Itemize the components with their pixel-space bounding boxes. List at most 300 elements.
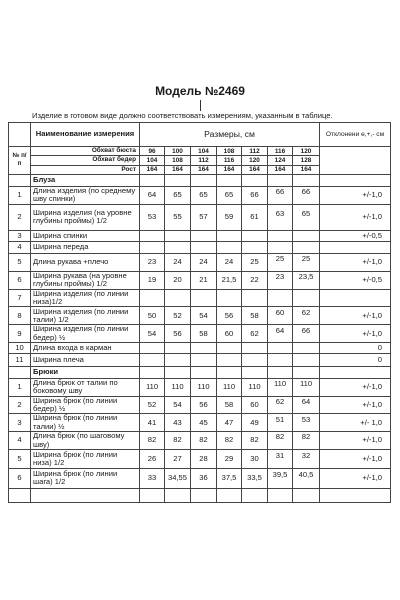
size-value [140,432,165,450]
empty-cell [217,488,242,502]
size-value [191,271,217,289]
measurement-row [9,241,391,253]
size-value-text: 82 [301,432,311,442]
size-value [165,230,191,241]
header-measure-label: Обхват бедер [31,156,140,165]
size-value [268,432,293,450]
size-value-text: 66 [301,187,311,197]
size-value-text: 61 [250,212,259,222]
size-value-text: 53 [147,212,157,222]
size-value-text: 24 [173,257,182,267]
size-value-text: 25 [301,254,311,264]
size-value-text: 20 [173,275,182,285]
size-value [268,414,293,432]
tolerance-value: +/-1,0 [320,468,391,488]
measurement-row [9,343,391,354]
size-value-text: 62 [250,328,259,338]
size-value-text: 40,5 [298,470,314,480]
section-blank-cell [293,174,320,186]
header-size-value: 116 [217,156,242,165]
measurement-name: Длина рукава +плечо [31,253,140,271]
size-value [242,379,268,397]
size-value [293,271,320,289]
size-value [293,253,320,271]
size-value-text: 47 [224,417,234,427]
header-size-value: 164 [191,165,217,174]
measurement-row [9,271,391,289]
size-value [140,289,165,307]
section-num-blank [9,367,31,379]
tolerance-value [320,289,391,307]
measurement-row [9,186,391,204]
size-value [165,379,191,397]
row-number: 1 [9,186,31,204]
size-value-text: 65 [224,190,234,200]
size-value [165,449,191,468]
size-value-text: 52 [173,310,182,320]
tolerance-value [320,241,391,253]
section-blank-cell [191,367,217,379]
size-value-text: 60 [250,399,259,409]
section-header-row [9,174,391,186]
model-title: Модель №2469 [155,84,245,98]
size-value [140,396,165,414]
size-value [191,432,217,450]
size-value-text: 52 [147,399,157,409]
size-value [268,204,293,230]
size-value [217,289,242,307]
tolerance-value: 0 [320,354,391,367]
header-subrow [9,147,391,156]
size-value [140,468,165,488]
size-value-text: 64 [275,325,285,335]
size-value [140,230,165,241]
size-value [242,271,268,289]
size-value [217,379,242,397]
measurement-name: Длина входа в карман [31,343,140,354]
size-value-text: 33 [147,473,157,483]
table-body [9,123,391,503]
header-size-value: 120 [293,147,320,156]
size-value [293,307,320,325]
size-value-text: 34,55 [167,473,187,483]
header-size-value: 116 [268,147,293,156]
size-value [140,354,165,367]
header-tolerance-blank [320,147,391,175]
size-value-text: 66 [275,187,285,197]
size-value-text: 28 [199,453,208,463]
size-value-text: 24 [224,257,234,267]
size-value [268,449,293,468]
size-value [268,230,293,241]
measurement-name: Ширина брюк (по линии бедер) ½ [31,396,140,414]
tolerance-value: +/-1,0 [320,379,391,397]
size-value [293,449,320,468]
row-number: 10 [9,343,31,354]
size-value [191,186,217,204]
empty-cell [268,488,293,502]
size-value-text: 29 [224,453,234,463]
size-value [268,253,293,271]
row-number: 4 [9,432,31,450]
measurement-name: Ширина изделия (по линии бедер) ½ [31,325,140,343]
size-value-text: 51 [275,414,285,424]
size-value [217,414,242,432]
size-value [268,241,293,253]
header-name: Наименование измерения [35,129,135,139]
measurement-name: Длина изделия (по среднему шву спинки) [31,186,140,204]
size-value-text: 54 [147,328,157,338]
size-value-text: 55 [173,212,182,222]
header-size-value: 108 [217,147,242,156]
size-value [268,325,293,343]
size-value-text: 60 [224,328,234,338]
size-value [293,379,320,397]
measurement-name: Длина брюк (по шаговому шву) [31,432,140,450]
measurement-row [9,414,391,432]
size-value-text: 110 [145,382,159,392]
tolerance-value: +/-0,5 [320,230,391,241]
size-value-text: 82 [173,435,182,445]
measurement-row [9,449,391,468]
size-value-text: 65 [199,190,208,200]
section-blank-cell [242,174,268,186]
header-size-value: 112 [242,147,268,156]
size-value [191,468,217,488]
size-value [242,230,268,241]
empty-cell [191,488,217,502]
size-value [242,204,268,230]
section-tol-blank [320,174,391,186]
size-value [191,354,217,367]
measurement-row [9,379,391,397]
size-value-text: 64 [147,190,157,200]
size-value [140,241,165,253]
size-value-text: 110 [197,382,210,392]
size-value [140,449,165,468]
size-value-text: 25 [250,257,259,267]
size-value-text: 62 [275,396,285,406]
size-value-text: 23 [147,257,157,267]
header-size-value: 104 [140,156,165,165]
size-value [217,325,242,343]
size-value [217,307,242,325]
size-value-text: 41 [147,417,157,427]
size-value [217,253,242,271]
size-value-text: 23,5 [298,272,314,282]
measurement-row [9,396,391,414]
size-value [268,468,293,488]
size-value-text: 59 [224,212,234,222]
header-tolerance-cell [320,123,391,147]
size-value [140,325,165,343]
empty-cell [320,488,391,502]
section-tol-blank [320,367,391,379]
size-value [242,186,268,204]
size-value [293,468,320,488]
size-value-text: 110 [273,379,287,389]
empty-cell [293,488,320,502]
section-blank-cell [140,174,165,186]
size-value-text: 43 [173,417,182,427]
section-blank-cell [268,174,293,186]
size-value [165,289,191,307]
size-value [217,271,242,289]
empty-cell [140,488,165,502]
section-blank-cell [293,367,320,379]
tolerance-value: +/-0,5 [320,271,391,289]
size-value-text: 56 [199,399,208,409]
measurement-name: Ширина переда [31,241,140,253]
header-size-value: 96 [140,147,165,156]
size-value-text: 24 [199,257,208,267]
size-value [165,241,191,253]
size-value [293,414,320,432]
size-value-text: 56 [173,328,182,338]
size-value [242,449,268,468]
size-value [268,271,293,289]
header-size-value: 128 [293,156,320,165]
size-value-text: 33,5 [247,473,262,483]
size-value [140,186,165,204]
tolerance-value: +/-1,0 [320,449,391,468]
size-value-text: 37,5 [221,473,237,483]
size-value-text: 45 [199,417,208,427]
size-value [242,307,268,325]
size-value [140,379,165,397]
header-measure-label: Обхват бюста [31,147,140,156]
size-value-text: 56 [224,310,234,320]
section-blank-cell [217,174,242,186]
size-value [217,230,242,241]
size-value-text: 30 [250,453,259,463]
size-value-text: 57 [199,212,208,222]
size-value [242,396,268,414]
size-value [268,343,293,354]
size-value [191,204,217,230]
size-value [165,186,191,204]
size-value-text: 62 [301,307,311,317]
row-number: 3 [9,230,31,241]
size-value [165,468,191,488]
tolerance-value: +/-1,0 [320,186,391,204]
tolerance-value: +/-1,0 [320,432,391,450]
size-value [191,325,217,343]
size-value [165,271,191,289]
size-value-text: 110 [299,379,313,389]
size-value [293,230,320,241]
size-value [191,449,217,468]
header-size-value: 112 [191,156,217,165]
size-value [217,432,242,450]
tolerance-value: 0 [320,343,391,354]
row-number: 9 [9,325,31,343]
measurement-row [9,354,391,367]
measurement-row [9,204,391,230]
header-size-value: 104 [191,147,217,156]
row-number: 6 [9,271,31,289]
size-value [191,307,217,325]
size-value-text: 54 [173,399,182,409]
section-blank-cell [140,367,165,379]
size-value-text: 31 [275,450,285,460]
measurement-name: Ширина изделия (по линии низа)1/2 [31,289,140,307]
row-number: 5 [9,253,31,271]
measurement-name: Ширина брюк (по линии талии) ½ [31,414,140,432]
size-value [191,396,217,414]
row-number: 4 [9,241,31,253]
section-blank-cell [165,174,191,186]
measurement-row [9,289,391,307]
size-value [268,307,293,325]
measurement-name: Ширина спинки [31,230,140,241]
section-blank-cell [268,367,293,379]
size-value [242,241,268,253]
header-size-value: 164 [217,165,242,174]
measurement-table [8,122,391,503]
size-value-text: 110 [248,382,261,392]
row-number: 7 [9,289,31,307]
empty-cell [9,488,31,502]
tolerance-value: +/-1,0 [320,396,391,414]
intro-text: Изделие в готовом виде должно соответствовать измерениям, указанным в таблице. [32,111,333,120]
header-name-cell [31,123,140,147]
size-value-text: 63 [275,209,285,219]
size-value-text: 49 [250,417,259,427]
size-value [191,230,217,241]
size-value [242,468,268,488]
size-value [293,396,320,414]
size-value [165,396,191,414]
measurement-row [9,468,391,488]
measurement-name: Ширина изделия (на уровне глубины проймы) 1/2 [31,204,140,230]
size-value [165,343,191,354]
size-value [165,253,191,271]
size-value [217,396,242,414]
tolerance-value: +/-1,0 [320,325,391,343]
size-value-text: 50 [147,310,157,320]
size-value-text: 65 [301,209,311,219]
row-number: 6 [9,468,31,488]
header-num [9,123,31,147]
size-value [293,432,320,450]
size-value [217,241,242,253]
size-value-text: 64 [301,396,311,406]
size-value-text: 82 [199,435,208,445]
size-value [293,354,320,367]
size-value-text: 21,5 [221,275,237,285]
size-value-text: 53 [301,414,311,424]
size-value [165,354,191,367]
size-value [217,204,242,230]
header-sizes: Размеры, см [204,129,255,140]
size-value [140,343,165,354]
section-title: Блуза [31,174,140,186]
row-number: 11 [9,354,31,367]
size-value [242,343,268,354]
header-size-value: 164 [293,165,320,174]
section-blank-cell [242,367,268,379]
empty-cell [242,488,268,502]
size-value [191,379,217,397]
size-value [217,354,242,367]
section-blank-cell [217,367,242,379]
header-size-value: 164 [140,165,165,174]
header-num-cell: № п/п [9,147,31,175]
size-value-text: 66 [301,325,311,335]
empty-cell [165,488,191,502]
header-size-value: 100 [165,147,191,156]
size-value [242,253,268,271]
measurement-row [9,230,391,241]
size-value-text: 21 [199,275,208,285]
tolerance-value: +/- 1,0 [320,414,391,432]
section-blank-cell [191,174,217,186]
measurement-name: Ширина изделия (по линии талии) 1/2 [31,307,140,325]
size-value-text: 82 [275,432,285,442]
size-value [191,253,217,271]
size-value [293,343,320,354]
measurement-row [9,325,391,343]
size-value [217,186,242,204]
size-value-text: 58 [250,310,259,320]
section-blank-cell [165,367,191,379]
size-value [191,289,217,307]
size-value [140,414,165,432]
size-value [293,241,320,253]
size-value [293,325,320,343]
header-size-value: 120 [242,156,268,165]
measurement-row [9,307,391,325]
size-value [268,289,293,307]
header-row [9,123,391,147]
size-value-text: 110 [222,382,236,392]
section-title: Брюки [31,367,140,379]
size-value [191,241,217,253]
measurement-name: Ширина брюк (по линии шага) 1/2 [31,468,140,488]
size-value-text: 39,5 [272,470,288,480]
size-value-text: 25 [275,254,285,264]
size-value [140,253,165,271]
size-value-text: 66 [250,190,259,200]
size-value [140,271,165,289]
header-size-value: 164 [242,165,268,174]
header-size-value: 124 [268,156,293,165]
tolerance-value: +/-1,0 [320,253,391,271]
row-number: 5 [9,449,31,468]
size-value [268,379,293,397]
size-value-text: 60 [275,307,285,317]
row-number: 3 [9,414,31,432]
row-number: 1 [9,379,31,397]
size-value-text: 27 [173,453,182,463]
size-value [165,307,191,325]
size-value-text: 54 [199,310,208,320]
header-sizes-cell [140,123,320,147]
measurement-name: Ширина плеча [31,354,140,367]
size-value [165,325,191,343]
size-value-text: 32 [301,450,311,460]
size-value [140,307,165,325]
size-value-text: 26 [147,453,157,463]
size-value [217,449,242,468]
size-value [268,396,293,414]
measurement-row [9,432,391,450]
size-value-text: 82 [250,435,259,445]
size-value-text: 58 [199,328,208,338]
tolerance-value: +/-1,0 [320,204,391,230]
size-value [165,414,191,432]
